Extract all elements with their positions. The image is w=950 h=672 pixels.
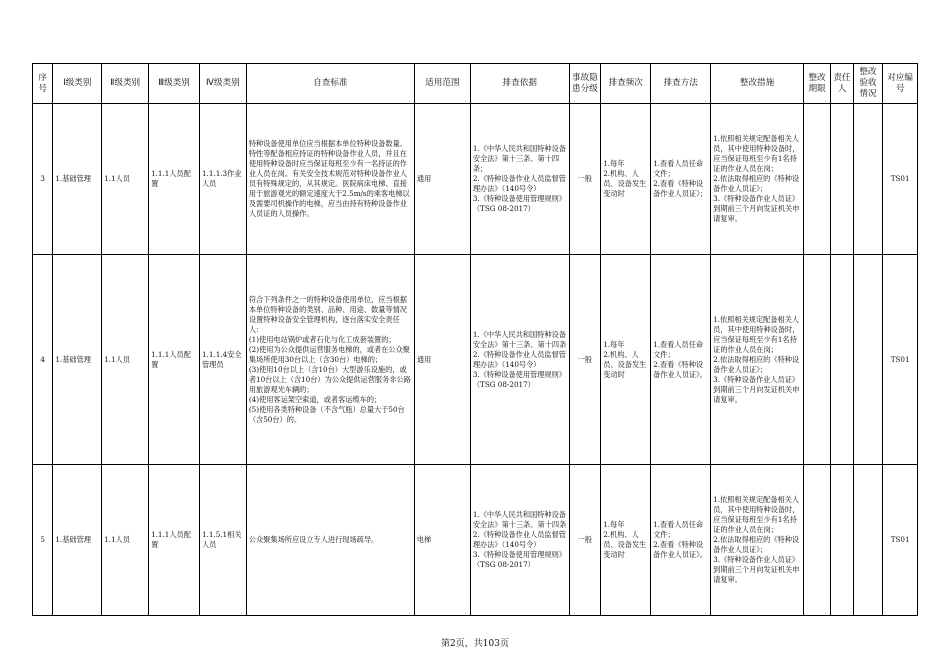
cell-level2: 1.1人员 <box>102 465 149 616</box>
table-row <box>33 104 918 255</box>
cell-code: TS01 <box>883 255 918 465</box>
header-deadline: 整改期限 <box>803 64 830 104</box>
cell-scope: 通用 <box>414 255 470 465</box>
header-owner: 责任人 <box>831 64 853 104</box>
inspection-table <box>32 63 918 616</box>
cell-level4: 1.1.5.1相关人员 <box>199 465 246 616</box>
cell-basis: 1.《中华人民共和国特种设备安全法》第十三条、第十四条 2.《特种设备作业人员监督管理办法》（140号令） 3.《特种设备使用管理规则》（TSG 08-2017） <box>470 255 569 465</box>
header-standard: 自查标准 <box>246 64 414 104</box>
cell-level1: 1.基础管理 <box>53 255 102 465</box>
table-row <box>33 465 918 616</box>
header-level3: Ⅲ级类别 <box>149 64 200 104</box>
cell-basis: 1.《中华人民共和国特种设备安全法》第十三条、第十四条 2.《特种设备作业人员监督管理办法》（140号令） 3.《特种设备使用管理规则》（TSG 08-2017） <box>470 465 569 616</box>
cell-level3: 1.1.1人员配置 <box>149 104 200 255</box>
page-number-footer: 第2页，共103页 <box>441 639 509 649</box>
cell-deadline <box>803 104 830 255</box>
header-level1: Ⅰ级类别 <box>53 64 102 104</box>
cell-seq: 4 <box>33 255 53 465</box>
cell-basis: 1.《中华人民共和国特种设备安全法》第十三条、第十四条； 2.《特种设备作业人员监督管理办法》（140号令） 3.《特种设备使用管理规则》（TSG 08-2017） <box>470 104 569 255</box>
header-measures: 整改措施 <box>711 64 804 104</box>
cell-code: TS01 <box>883 104 918 255</box>
header-scope: 适用范围 <box>414 64 470 104</box>
cell-level3: 1.1.1人员配置 <box>149 255 200 465</box>
cell-standard: 公众聚集场所应设立专人进行现场疏导。 <box>246 465 414 616</box>
cell-level1: 1.基础管理 <box>53 465 102 616</box>
cell-method: 1.查看人员任命文件； 2.查看《特种设备作业人员证》。 <box>651 255 711 465</box>
cell-hazard-grade: 一般 <box>569 255 601 465</box>
cell-level4: 1.1.1.4安全管理员 <box>199 255 246 465</box>
cell-frequency: 1.每年 2.机构、人员、设备发生变动时 <box>601 104 651 255</box>
cell-seq: 5 <box>33 465 53 616</box>
cell-acceptance <box>853 255 883 465</box>
cell-acceptance <box>853 104 883 255</box>
cell-code: TS01 <box>883 465 918 616</box>
cell-scope: 电梯 <box>414 465 470 616</box>
header-code: 对应编号 <box>883 64 918 104</box>
cell-owner <box>831 465 853 616</box>
cell-owner <box>831 104 853 255</box>
cell-hazard-grade: 一般 <box>569 104 601 255</box>
cell-level2: 1.1人员 <box>102 104 149 255</box>
header-acceptance: 整改验收情况 <box>853 64 883 104</box>
cell-frequency: 1.每年 2.机构、人员、设备发生变动时 <box>601 465 651 616</box>
header-seq: 序号 <box>33 64 53 104</box>
header-basis: 排查依据 <box>470 64 569 104</box>
cell-standard: 特种设备使用单位应当根据本单位特种设备数量、特性等配备相应持证的特种设备作业人员，并且在使用特种设备时应当保证每班至少有一名持证的作业人员在岗。有关安全技术规范对特种设备作业人员有特殊规定的，从其规定。医院病床电梯、直接用于旅游观光的额定速度大于2.5m/s的乘客电梯以及需要司机操作的电梯，应当由持有特种设备作业人员证的人员操作。 <box>246 104 414 255</box>
cell-scope: 通用 <box>414 104 470 255</box>
table-row <box>33 255 918 465</box>
cell-deadline <box>803 255 830 465</box>
header-level4: Ⅳ级类别 <box>199 64 246 104</box>
cell-method: 1.查看人员任命文件； 2.查看《特种设备作业人员证》。 <box>651 465 711 616</box>
header-row <box>33 64 918 104</box>
cell-hazard-grade: 一般 <box>569 465 601 616</box>
cell-owner <box>831 255 853 465</box>
header-hazard-grade: 事故隐患分级 <box>569 64 601 104</box>
header-method: 排查方法 <box>651 64 711 104</box>
cell-method: 1.查看人员任命文件； 2.查看《特种设备作业人员证》； <box>651 104 711 255</box>
cell-measures: 1.依照相关规定配备相关人员，其中使用特种设备时，应当保证每班至少有1名持证的作业人员在岗； 2.依法取得相应的《特种设备作业人员证》； 3.《特种设备作业人员证》到期前三个月向发证机关申请复审。 <box>711 465 804 616</box>
cell-seq: 3 <box>33 104 53 255</box>
cell-level1: 1.基础管理 <box>53 104 102 255</box>
cell-frequency: 1.每年 2.机构、人员、设备发生变动时 <box>601 255 651 465</box>
cell-measures: 1.依照相关规定配备相关人员，其中使用特种设备时，应当保证每班至少有1名持证的作业人员在岗； 2.依法取得相应的《特种设备作业人员证》； 3.《特种设备作业人员证》到期前三个月向发证机关申请复审。 <box>711 255 804 465</box>
cell-level4: 1.1.1.3作业人员 <box>199 104 246 255</box>
cell-deadline <box>803 465 830 616</box>
cell-level3: 1.1.1人员配置 <box>149 465 200 616</box>
header-frequency: 排查频次 <box>601 64 651 104</box>
header-level2: Ⅱ级类别 <box>102 64 149 104</box>
cell-measures: 1.依照相关规定配备相关人员，其中使用特种设备时，应当保证每班至少有1名持证的作业人员在岗； 2.依法取得相应的《特种设备作业人员证》； 3.《特种设备作业人员证》到期前三个月向发证机关申请复审。 <box>711 104 804 255</box>
cell-standard: 符合下列条件之一的特种设备使用单位，应当根据本单位特种设备的类别、品种、用途、数量等情况设置特种设备安全管理机构，逐台落实安全责任人： (1)使用电站锅炉或者石化与化工成套装置的； (2)使用为公众提供运营服务电梯的，或者在公众聚集场所使用30台以上（含30台）电梯的； (3)使用10台以上（含10台）大型游乐设施的，或者10台以上（含10台）为公众提供运营服务非公路用旅游观光车辆的； (4)使用客运架空索道，或者客运缆车的； (5)使用各类特种设备（不含气瓶）总量大于50台（含50台）的。 <box>246 255 414 465</box>
cell-acceptance <box>853 465 883 616</box>
cell-level2: 1.1人员 <box>102 255 149 465</box>
